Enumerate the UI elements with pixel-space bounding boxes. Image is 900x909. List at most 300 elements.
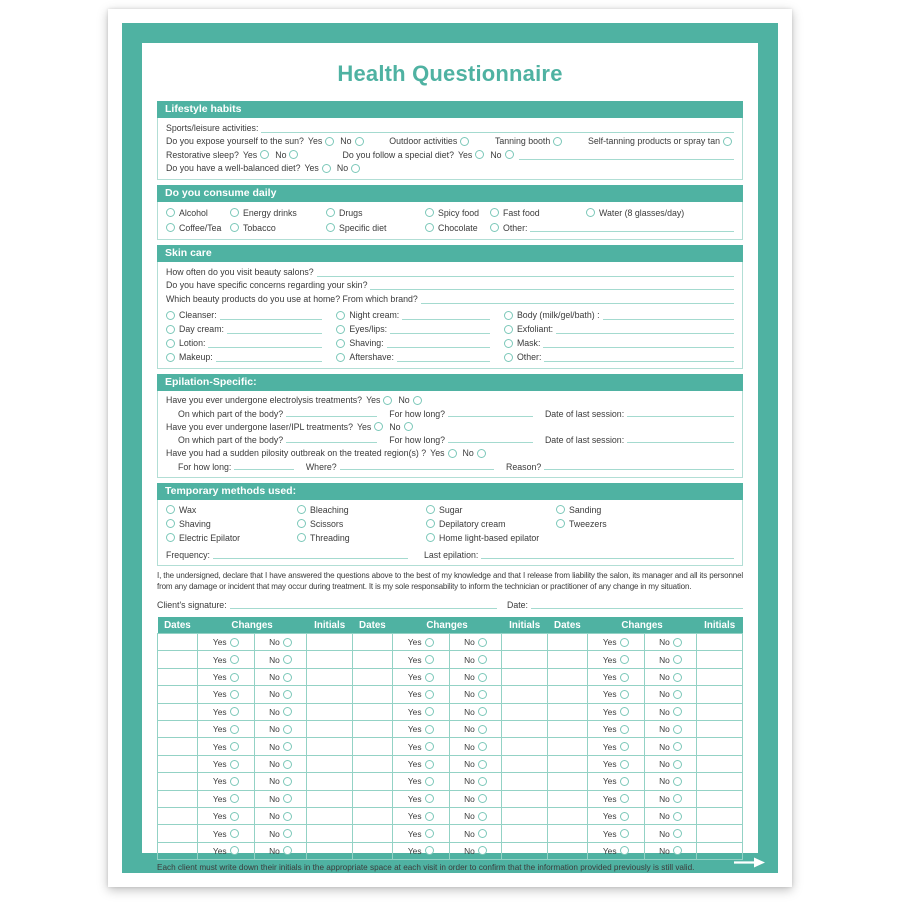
change-yes-cell[interactable] [197,790,254,807]
change-yes-circle[interactable] [620,725,629,734]
change-yes-circle[interactable] [425,846,434,855]
consume-option-circle[interactable] [230,208,239,217]
temporary-method-circle[interactable] [556,519,565,528]
date-cell[interactable] [158,808,198,825]
change-yes-cell[interactable] [197,686,254,703]
initials-cell[interactable] [307,755,353,772]
temporary-method-circle[interactable] [297,519,306,528]
electrolysis-no-circle[interactable] [413,396,422,405]
change-no-circle[interactable] [283,673,292,682]
date-cell[interactable] [352,808,392,825]
skin-product-line[interactable] [402,312,490,320]
change-yes-circle[interactable] [425,690,434,699]
date-cell[interactable] [547,668,587,685]
change-no-circle[interactable] [673,846,682,855]
electrolysis-yes-circle[interactable] [383,396,392,405]
change-no-circle[interactable] [673,707,682,716]
date-cell[interactable] [352,755,392,772]
skin-product-circle[interactable] [166,339,175,348]
change-no-cell[interactable] [254,808,307,825]
change-yes-circle[interactable] [425,829,434,838]
initials-cell[interactable] [502,773,548,790]
change-no-cell[interactable] [644,668,697,685]
change-yes-circle[interactable] [620,777,629,786]
change-yes-circle[interactable] [620,846,629,855]
change-no-cell[interactable] [644,686,697,703]
change-no-cell[interactable] [254,790,307,807]
skin-product-line[interactable] [387,340,490,348]
temporary-method-circle[interactable] [426,505,435,514]
change-yes-cell[interactable] [587,634,644,651]
change-no-circle[interactable] [283,690,292,699]
skin-product-circle[interactable] [166,325,175,334]
change-yes-cell[interactable] [392,842,449,859]
how-long-line[interactable] [448,435,533,443]
consume-option-circle[interactable] [166,208,175,217]
change-no-cell[interactable] [449,790,502,807]
initials-cell[interactable] [502,721,548,738]
change-yes-circle[interactable] [620,655,629,664]
change-yes-circle[interactable] [230,742,239,751]
change-no-circle[interactable] [283,812,292,821]
change-yes-circle[interactable] [620,638,629,647]
change-no-circle[interactable] [478,690,487,699]
change-no-cell[interactable] [644,721,697,738]
initials-cell[interactable] [307,651,353,668]
change-yes-circle[interactable] [230,707,239,716]
reason-line[interactable] [544,462,734,470]
change-yes-circle[interactable] [230,760,239,769]
change-no-cell[interactable] [449,842,502,859]
change-no-circle[interactable] [478,655,487,664]
change-yes-circle[interactable] [425,777,434,786]
initials-cell[interactable] [697,651,743,668]
change-yes-cell[interactable] [587,808,644,825]
change-no-cell[interactable] [449,721,502,738]
how-long-line[interactable] [448,409,533,417]
last-epilation-line[interactable] [481,551,734,559]
sun-yes-circle[interactable] [325,137,334,146]
change-no-circle[interactable] [673,742,682,751]
outdoor-activities-circle[interactable] [460,137,469,146]
change-yes-circle[interactable] [230,690,239,699]
last-session-line[interactable] [627,409,734,417]
change-yes-cell[interactable] [587,668,644,685]
date-cell[interactable] [352,703,392,720]
change-yes-circle[interactable] [230,638,239,647]
consume-option-circle[interactable] [326,208,335,217]
initials-cell[interactable] [502,703,548,720]
change-yes-circle[interactable] [620,742,629,751]
change-no-circle[interactable] [478,794,487,803]
date-cell[interactable] [547,686,587,703]
change-no-circle[interactable] [478,742,487,751]
temporary-method-circle[interactable] [556,505,565,514]
date-cell[interactable] [352,773,392,790]
date-cell[interactable] [158,790,198,807]
initials-cell[interactable] [502,842,548,859]
change-yes-cell[interactable] [392,808,449,825]
change-no-circle[interactable] [478,812,487,821]
skin-product-circle[interactable] [336,325,345,334]
change-no-cell[interactable] [254,773,307,790]
change-yes-cell[interactable] [392,738,449,755]
date-cell[interactable] [352,634,392,651]
change-yes-circle[interactable] [230,655,239,664]
change-yes-circle[interactable] [425,707,434,716]
consume-option-circle[interactable] [425,208,434,217]
date-cell[interactable] [352,790,392,807]
laser-yes-circle[interactable] [374,422,383,431]
special-diet-line[interactable] [519,152,734,160]
initials-cell[interactable] [502,651,548,668]
change-yes-cell[interactable] [197,755,254,772]
change-yes-circle[interactable] [425,673,434,682]
change-no-cell[interactable] [254,686,307,703]
initials-cell[interactable] [502,634,548,651]
balanced-diet-yes-circle[interactable] [322,164,331,173]
change-no-circle[interactable] [478,638,487,647]
skin-product-line[interactable] [390,326,490,334]
initials-cell[interactable] [697,825,743,842]
change-no-cell[interactable] [644,651,697,668]
change-yes-cell[interactable] [392,634,449,651]
consume-other-line[interactable] [530,224,734,232]
change-no-circle[interactable] [283,846,292,855]
skin-product-line[interactable] [216,354,323,362]
change-no-cell[interactable] [449,651,502,668]
tanning-booth-circle[interactable] [553,137,562,146]
date-cell[interactable] [547,842,587,859]
change-no-circle[interactable] [673,673,682,682]
change-no-cell[interactable] [644,773,697,790]
change-yes-circle[interactable] [425,638,434,647]
change-no-circle[interactable] [478,760,487,769]
change-yes-cell[interactable] [392,721,449,738]
products-brand-line[interactable] [421,296,734,304]
change-no-cell[interactable] [254,842,307,859]
consume-option-circle[interactable] [490,208,499,217]
initials-cell[interactable] [307,808,353,825]
change-no-circle[interactable] [478,777,487,786]
initials-cell[interactable] [697,721,743,738]
change-no-cell[interactable] [644,703,697,720]
initials-cell[interactable] [697,738,743,755]
change-no-circle[interactable] [283,829,292,838]
date-cell[interactable] [158,773,198,790]
change-yes-circle[interactable] [230,725,239,734]
body-part-line[interactable] [286,435,377,443]
initials-cell[interactable] [697,773,743,790]
change-yes-circle[interactable] [620,690,629,699]
change-no-circle[interactable] [283,777,292,786]
initials-cell[interactable] [697,668,743,685]
initials-cell[interactable] [697,755,743,772]
change-yes-cell[interactable] [587,738,644,755]
skin-product-circle[interactable] [336,339,345,348]
special-diet-no-circle[interactable] [505,150,514,159]
change-no-cell[interactable] [254,634,307,651]
date-cell[interactable] [352,651,392,668]
change-no-cell[interactable] [644,790,697,807]
date-cell[interactable] [547,755,587,772]
change-yes-cell[interactable] [197,738,254,755]
initials-cell[interactable] [697,634,743,651]
pilosity-yes-circle[interactable] [448,449,457,458]
skin-product-line[interactable] [227,326,322,334]
skin-product-circle[interactable] [504,325,513,334]
consume-option-circle[interactable] [425,223,434,232]
date-cell[interactable] [547,773,587,790]
sports-activities-line[interactable] [261,125,734,133]
self-tanning-circle[interactable] [723,137,732,146]
date-line[interactable] [531,601,743,609]
change-no-cell[interactable] [644,634,697,651]
change-no-cell[interactable] [449,686,502,703]
change-no-cell[interactable] [254,668,307,685]
change-yes-circle[interactable] [620,760,629,769]
initials-cell[interactable] [697,703,743,720]
initials-cell[interactable] [697,808,743,825]
change-no-cell[interactable] [644,755,697,772]
change-yes-circle[interactable] [620,829,629,838]
skin-product-circle[interactable] [336,353,345,362]
date-cell[interactable] [352,842,392,859]
change-no-circle[interactable] [673,812,682,821]
change-no-circle[interactable] [673,655,682,664]
initials-cell[interactable] [502,808,548,825]
change-yes-circle[interactable] [230,794,239,803]
skin-concerns-line[interactable] [370,282,734,290]
change-yes-circle[interactable] [230,812,239,821]
change-no-circle[interactable] [478,829,487,838]
client-signature-line[interactable] [230,601,497,609]
change-no-cell[interactable] [449,703,502,720]
change-yes-cell[interactable] [197,721,254,738]
temporary-method-circle[interactable] [297,505,306,514]
where-line[interactable] [340,462,494,470]
change-yes-cell[interactable] [197,651,254,668]
date-cell[interactable] [158,686,198,703]
date-cell[interactable] [547,825,587,842]
pilosity-no-circle[interactable] [477,449,486,458]
change-yes-circle[interactable] [620,673,629,682]
sun-no-circle[interactable] [355,137,364,146]
consume-option-circle[interactable] [326,223,335,232]
date-cell[interactable] [547,651,587,668]
initials-cell[interactable] [502,738,548,755]
change-yes-cell[interactable] [197,825,254,842]
date-cell[interactable] [158,738,198,755]
change-no-circle[interactable] [283,655,292,664]
change-yes-cell[interactable] [392,703,449,720]
change-yes-circle[interactable] [230,777,239,786]
last-session-line[interactable] [627,435,734,443]
change-yes-cell[interactable] [197,773,254,790]
change-no-circle[interactable] [283,725,292,734]
sleep-no-circle[interactable] [289,150,298,159]
initials-cell[interactable] [697,790,743,807]
change-no-cell[interactable] [449,825,502,842]
date-cell[interactable] [158,825,198,842]
change-yes-cell[interactable] [587,842,644,859]
change-yes-circle[interactable] [425,725,434,734]
change-no-circle[interactable] [673,794,682,803]
initials-cell[interactable] [307,842,353,859]
change-no-cell[interactable] [254,755,307,772]
skin-product-line[interactable] [397,354,490,362]
date-cell[interactable] [547,738,587,755]
change-yes-circle[interactable] [425,742,434,751]
date-cell[interactable] [158,634,198,651]
change-yes-cell[interactable] [392,773,449,790]
date-cell[interactable] [547,808,587,825]
change-no-cell[interactable] [254,721,307,738]
skin-product-line[interactable] [556,326,734,334]
skin-product-circle[interactable] [336,311,345,320]
change-yes-cell[interactable] [587,721,644,738]
change-no-circle[interactable] [673,725,682,734]
change-yes-circle[interactable] [230,673,239,682]
date-cell[interactable] [352,668,392,685]
date-cell[interactable] [158,755,198,772]
change-yes-circle[interactable] [425,655,434,664]
change-yes-cell[interactable] [587,790,644,807]
how-long-line[interactable] [234,462,294,470]
consume-option-circle[interactable] [166,223,175,232]
date-cell[interactable] [352,738,392,755]
initials-cell[interactable] [502,668,548,685]
skin-product-line[interactable] [603,312,734,320]
initials-cell[interactable] [307,634,353,651]
consume-option-circle[interactable] [230,223,239,232]
change-yes-cell[interactable] [587,703,644,720]
change-yes-circle[interactable] [230,846,239,855]
change-no-circle[interactable] [673,777,682,786]
initials-cell[interactable] [307,790,353,807]
change-no-cell[interactable] [449,773,502,790]
change-yes-cell[interactable] [197,808,254,825]
change-no-cell[interactable] [449,808,502,825]
initials-cell[interactable] [307,825,353,842]
change-no-cell[interactable] [644,808,697,825]
initials-cell[interactable] [697,686,743,703]
initials-cell[interactable] [502,755,548,772]
change-no-circle[interactable] [478,707,487,716]
skin-product-line[interactable] [220,312,323,320]
date-cell[interactable] [352,686,392,703]
change-yes-cell[interactable] [587,755,644,772]
change-yes-circle[interactable] [620,812,629,821]
change-yes-cell[interactable] [197,703,254,720]
change-no-circle[interactable] [673,690,682,699]
date-cell[interactable] [158,703,198,720]
date-cell[interactable] [547,721,587,738]
skin-product-circle[interactable] [504,353,513,362]
change-no-circle[interactable] [673,638,682,647]
laser-no-circle[interactable] [404,422,413,431]
sleep-yes-circle[interactable] [260,150,269,159]
temporary-method-circle[interactable] [297,533,306,542]
initials-cell[interactable] [307,738,353,755]
change-no-cell[interactable] [254,738,307,755]
change-yes-cell[interactable] [587,686,644,703]
change-yes-circle[interactable] [230,829,239,838]
change-no-cell[interactable] [644,842,697,859]
change-yes-cell[interactable] [392,668,449,685]
date-cell[interactable] [158,651,198,668]
change-no-circle[interactable] [478,673,487,682]
initials-cell[interactable] [502,686,548,703]
date-cell[interactable] [352,825,392,842]
change-yes-cell[interactable] [392,686,449,703]
skin-product-line[interactable] [543,340,734,348]
change-no-circle[interactable] [283,760,292,769]
initials-cell[interactable] [502,825,548,842]
change-no-circle[interactable] [673,829,682,838]
date-cell[interactable] [158,842,198,859]
change-no-circle[interactable] [478,725,487,734]
date-cell[interactable] [158,721,198,738]
change-no-cell[interactable] [449,634,502,651]
temporary-method-circle[interactable] [166,519,175,528]
change-no-circle[interactable] [283,707,292,716]
change-yes-cell[interactable] [587,773,644,790]
skin-product-circle[interactable] [166,353,175,362]
change-no-cell[interactable] [254,651,307,668]
change-no-cell[interactable] [449,738,502,755]
date-cell[interactable] [158,668,198,685]
initials-cell[interactable] [307,668,353,685]
initials-cell[interactable] [307,703,353,720]
change-no-circle[interactable] [673,760,682,769]
initials-cell[interactable] [307,773,353,790]
skin-product-line[interactable] [208,340,322,348]
change-no-cell[interactable] [449,755,502,772]
change-yes-cell[interactable] [392,825,449,842]
change-no-cell[interactable] [449,668,502,685]
temporary-method-circle[interactable] [426,533,435,542]
date-cell[interactable] [547,703,587,720]
change-no-cell[interactable] [254,825,307,842]
initials-cell[interactable] [307,721,353,738]
change-yes-cell[interactable] [392,651,449,668]
consume-option-circle[interactable] [586,208,595,217]
change-yes-circle[interactable] [425,794,434,803]
change-yes-circle[interactable] [620,707,629,716]
salon-visits-line[interactable] [317,269,734,277]
date-cell[interactable] [547,634,587,651]
change-no-circle[interactable] [283,794,292,803]
frequency-line[interactable] [213,551,408,559]
balanced-diet-no-circle[interactable] [351,164,360,173]
change-yes-cell[interactable] [197,668,254,685]
change-no-circle[interactable] [283,742,292,751]
body-part-line[interactable] [286,409,377,417]
temporary-method-circle[interactable] [426,519,435,528]
change-yes-cell[interactable] [197,842,254,859]
date-cell[interactable] [352,721,392,738]
change-yes-circle[interactable] [425,760,434,769]
skin-product-circle[interactable] [504,339,513,348]
initials-cell[interactable] [502,790,548,807]
change-no-circle[interactable] [478,846,487,855]
skin-product-circle[interactable] [166,311,175,320]
consume-option-circle[interactable] [490,223,499,232]
skin-product-line[interactable] [544,354,734,362]
change-yes-cell[interactable] [197,634,254,651]
temporary-method-circle[interactable] [166,533,175,542]
